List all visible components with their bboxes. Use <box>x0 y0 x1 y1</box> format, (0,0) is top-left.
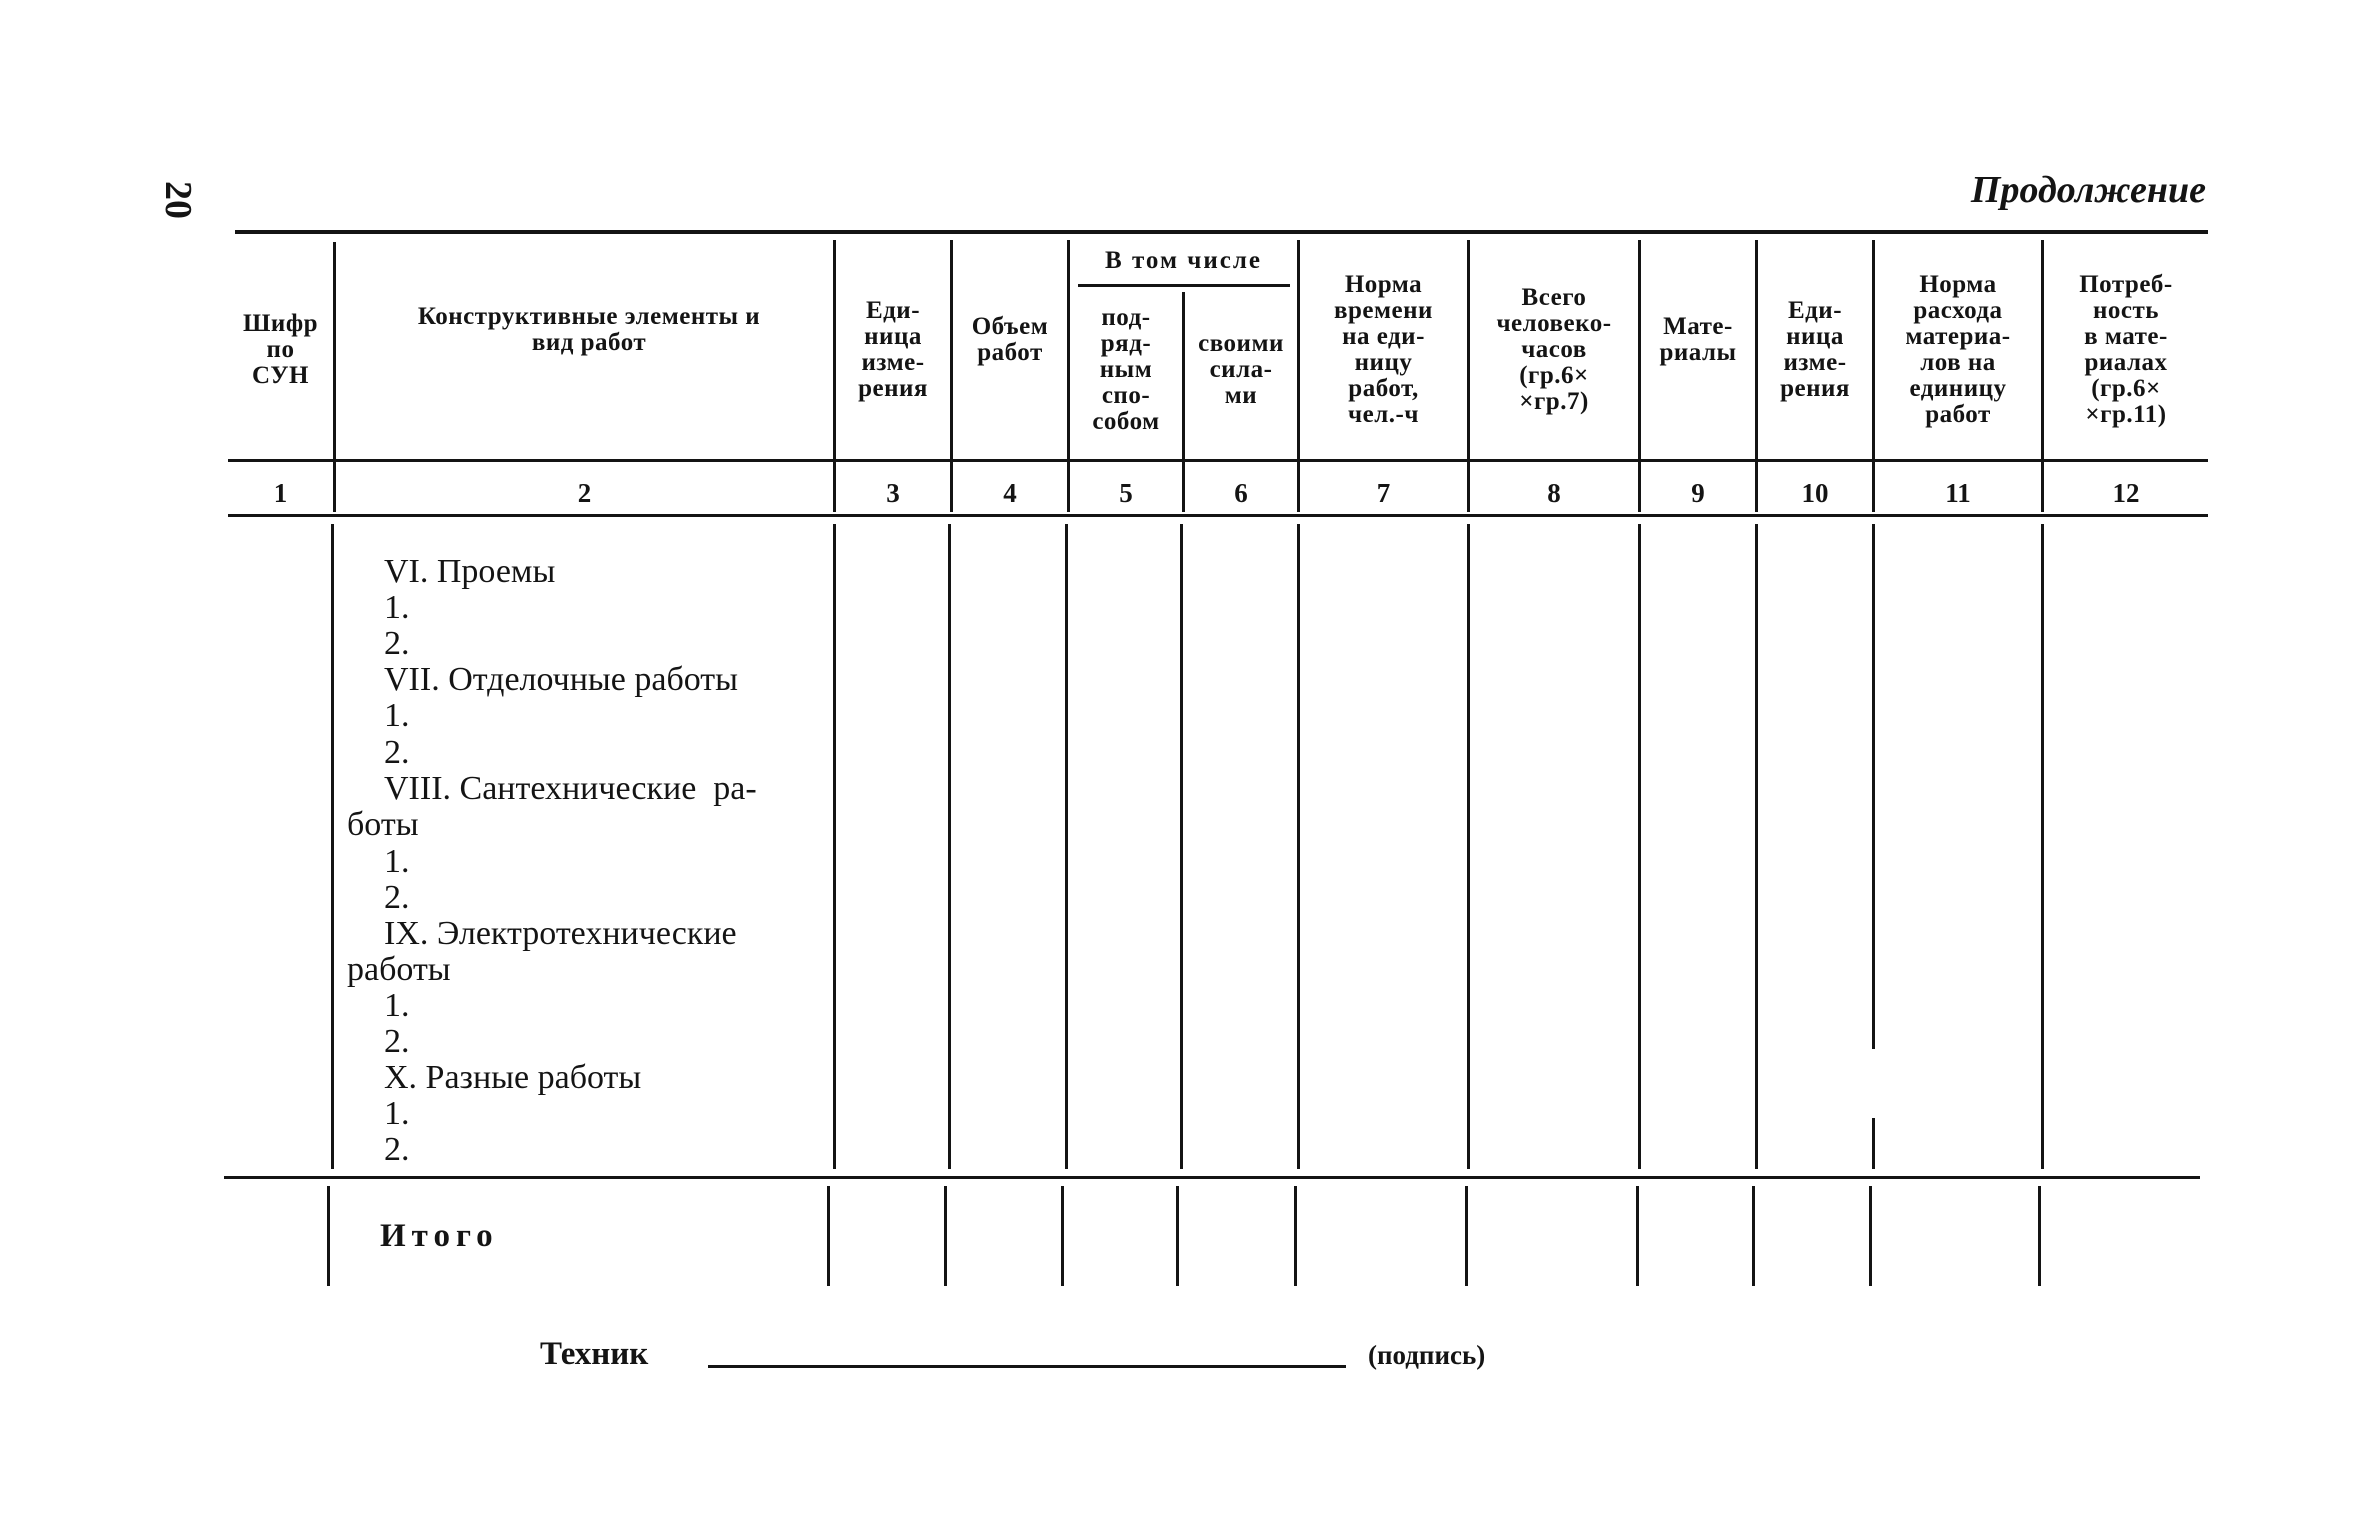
section-title-plumbing-line1: VIII. Сантехнические ра- <box>384 770 757 807</box>
list-item: 1. <box>384 987 410 1024</box>
column-number-1: 1 <box>273 478 288 508</box>
section-title-plumbing-line2: боты <box>347 806 419 843</box>
page-number: 20 <box>157 181 199 219</box>
signature-caption: (подпись) <box>1368 1340 1486 1370</box>
divider-body-2-3 <box>833 524 836 1169</box>
divider-body-7-8 <box>1467 524 1470 1169</box>
column-number-8: 8 <box>1547 478 1561 508</box>
column-number-11: 11 <box>1945 478 1971 508</box>
divider-total-5-6 <box>1176 1186 1179 1286</box>
table-top-rule <box>235 230 2208 234</box>
list-item: 1. <box>384 697 410 734</box>
header-material-need: Потреб- ность в мате- риалах (гр.6× ×гр.11) <box>2079 271 2173 428</box>
divider-body-6-7 <box>1297 524 1300 1169</box>
header-consumption-norm: Норма расхода материа- лов на единицу работ <box>1905 271 2011 428</box>
header-code: Шифр по СУН <box>242 310 319 389</box>
divider-total-10-11 <box>1869 1186 1872 1286</box>
divider-total-4-5 <box>1061 1186 1064 1286</box>
divider-header-1-2 <box>333 242 336 512</box>
column-number-4: 4 <box>1003 478 1017 508</box>
divider-total-8-9 <box>1636 1186 1639 1286</box>
list-item: 2. <box>384 879 410 916</box>
column-number-3: 3 <box>886 478 900 508</box>
column-number-9: 9 <box>1691 478 1705 508</box>
total-label: Итого <box>380 1218 499 1254</box>
column-numbers-bottom-rule <box>228 514 2208 517</box>
list-item: 1. <box>384 589 410 626</box>
header-time-norm: Норма времени на еди- ницу работ, чел.-ч <box>1334 271 1433 428</box>
header-material-unit: Еди- ница изме- рения <box>1780 297 1850 402</box>
header-bottom-rule <box>228 459 2208 462</box>
list-item: 2. <box>384 1131 410 1168</box>
list-item: 1. <box>384 843 410 880</box>
divider-body-1-2 <box>331 524 334 1169</box>
continuation-caption: Продолжение <box>1970 169 2206 211</box>
subgroup-rule <box>1078 284 1290 287</box>
list-item: 2. <box>384 734 410 771</box>
divider-body-5-6 <box>1180 524 1183 1169</box>
header-unit: Еди- ница изме- рения <box>858 297 928 402</box>
section-title-misc: X. Разные работы <box>384 1059 642 1096</box>
divider-body-8-9 <box>1638 524 1641 1169</box>
header-contract: под- ряд- ным спо- собом <box>1092 304 1160 435</box>
list-item: 1. <box>384 1095 410 1132</box>
header-elements: Конструктивные элементы и вид работ <box>417 303 761 356</box>
body-bottom-rule <box>224 1176 2200 1179</box>
header-volume: Объем работ <box>971 313 1049 366</box>
column-number-7: 7 <box>1376 478 1391 508</box>
divider-body-11-12 <box>2041 524 2044 1169</box>
divider-total-1-2 <box>327 1186 330 1286</box>
divider-total-11-12 <box>2038 1186 2041 1286</box>
section-title-openings: VI. Проемы <box>384 553 556 590</box>
signature-line <box>708 1365 1346 1368</box>
column-number-5: 5 <box>1119 478 1133 508</box>
header-own-forces: своими сила- ми <box>1198 330 1284 409</box>
section-title-electrical-line1: IX. Электротехнические <box>384 915 737 952</box>
divider-total-3-4 <box>944 1186 947 1286</box>
column-number-12: 12 <box>2112 478 2140 508</box>
divider-total-2-3 <box>827 1186 830 1286</box>
column-number-10: 10 <box>1801 478 1829 508</box>
section-title-finishing: VII. Отделочные работы <box>384 661 739 698</box>
column-number-2: 2 <box>577 478 592 508</box>
list-item: 2. <box>384 625 410 662</box>
divider-total-9-10 <box>1752 1186 1755 1286</box>
divider-total-7-8 <box>1465 1186 1468 1286</box>
header-materials: Мате- риалы <box>1659 313 1737 366</box>
header-including-group: В том числе <box>1105 247 1262 274</box>
list-item: 2. <box>384 1023 410 1060</box>
divider-body-10-11-upper <box>1872 524 1875 1049</box>
column-number-6: 6 <box>1234 478 1248 508</box>
divider-body-10-11-lower <box>1872 1118 1875 1169</box>
header-man-hours: Всего человеко- часов (гр.6× ×гр.7) <box>1496 284 1612 415</box>
divider-total-6-7 <box>1294 1186 1297 1286</box>
divider-body-4-5 <box>1065 524 1068 1169</box>
divider-body-3-4 <box>948 524 951 1169</box>
divider-body-9-10 <box>1755 524 1758 1169</box>
section-title-electrical-line2: работы <box>347 951 451 988</box>
technician-label: Техник <box>540 1336 649 1372</box>
